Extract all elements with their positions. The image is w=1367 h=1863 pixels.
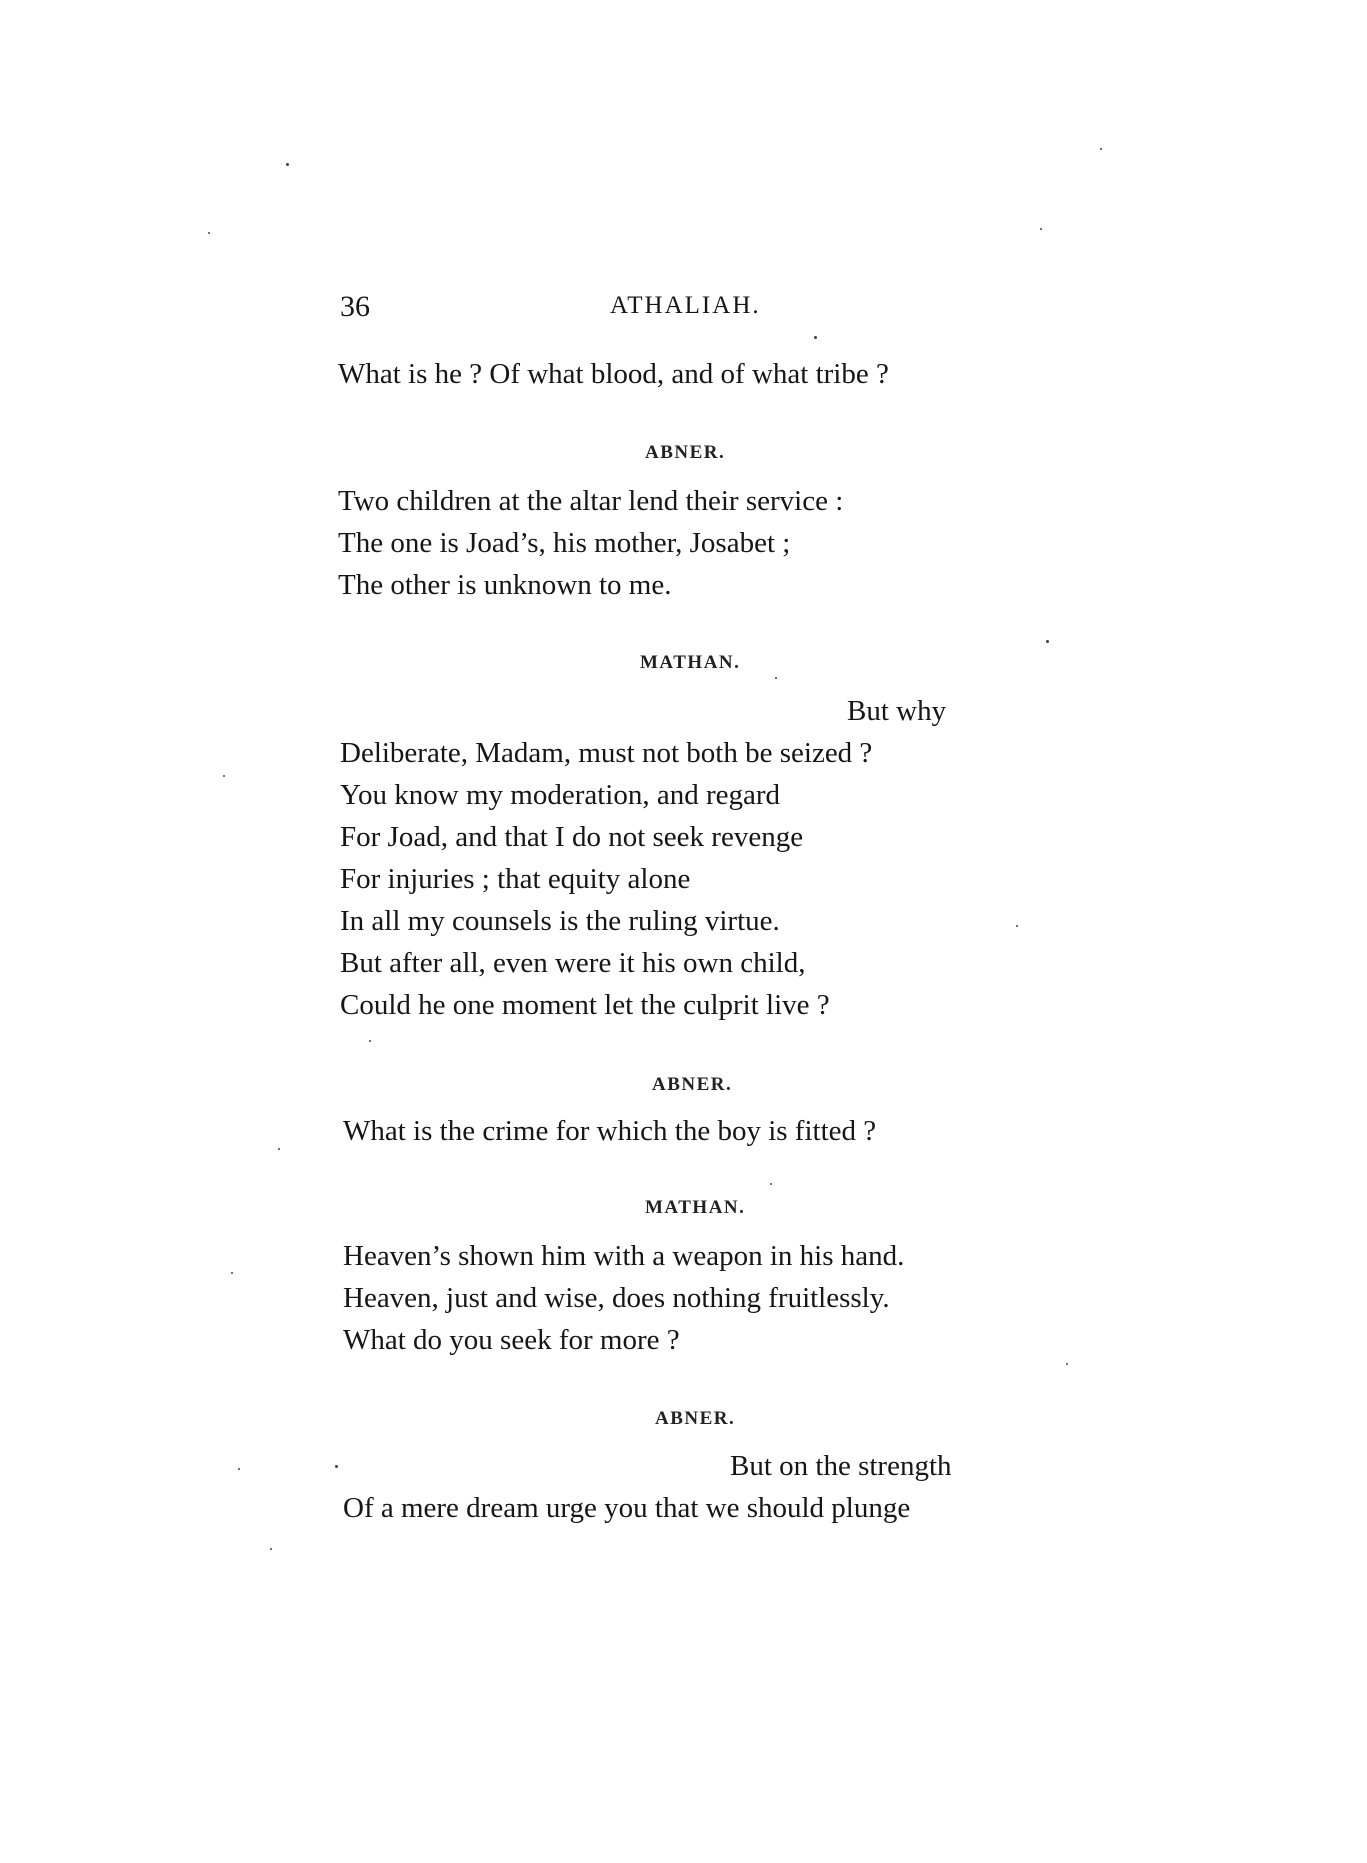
verse-line: Of a mere dream urge you that we should plunge bbox=[343, 1492, 911, 1524]
scan-speck bbox=[238, 1468, 240, 1470]
verse-line: But on the strength bbox=[730, 1450, 952, 1482]
scan-speck bbox=[814, 336, 817, 339]
verse-line: Heaven’s shown him with a weapon in his hand. bbox=[343, 1240, 905, 1272]
verse-line: But why bbox=[847, 695, 947, 727]
scan-speck bbox=[1066, 1363, 1068, 1365]
scan-speck bbox=[231, 1272, 233, 1274]
verse-line: You know my moderation, and regard bbox=[340, 779, 781, 811]
verse-line: The one is Joad’s, his mother, Josabet ; bbox=[338, 527, 791, 559]
running-title: ATHALIAH. bbox=[610, 292, 761, 319]
scan-speck bbox=[286, 163, 289, 166]
page-number: 36 bbox=[340, 290, 370, 323]
verse-line: Deliberate, Madam, must not both be seized ? bbox=[340, 737, 873, 769]
scan-speck bbox=[1016, 925, 1018, 927]
verse-line: For Joad, and that I do not seek revenge bbox=[340, 821, 804, 853]
scan-speck bbox=[369, 1040, 371, 1042]
speaker-name: MATHAN. bbox=[640, 652, 741, 673]
verse-line: Two children at the altar lend their service : bbox=[338, 485, 844, 517]
verse-line: The other is unknown to me. bbox=[338, 569, 672, 601]
verse-line: Heaven, just and wise, does nothing fruitlessly. bbox=[343, 1282, 890, 1314]
scan-speck bbox=[1046, 640, 1049, 643]
scan-speck bbox=[1040, 228, 1042, 230]
verse-line: For injuries ; that equity alone bbox=[340, 863, 691, 895]
page-header bbox=[340, 290, 960, 330]
speaker-name: MATHAN. bbox=[645, 1197, 746, 1218]
verse-line: What is the crime for which the boy is fitted ? bbox=[343, 1115, 877, 1147]
scan-speck bbox=[770, 1183, 772, 1185]
scan-speck bbox=[335, 1465, 338, 1468]
scan-speck bbox=[223, 775, 225, 777]
verse-line: But after all, even were it his own child, bbox=[340, 947, 806, 979]
verse-line: In all my counsels is the ruling virtue. bbox=[340, 905, 780, 937]
verse-line: What is he ? Of what blood, and of what tribe ? bbox=[338, 358, 889, 390]
scan-speck bbox=[278, 1148, 280, 1150]
speaker-name: ABNER. bbox=[645, 442, 726, 463]
speaker-name: ABNER. bbox=[655, 1408, 736, 1429]
scan-speck bbox=[270, 1548, 272, 1550]
verse-line: Could he one moment let the culprit live ? bbox=[340, 989, 830, 1021]
scan-speck bbox=[775, 677, 777, 679]
speaker-name: ABNER. bbox=[652, 1074, 733, 1095]
scan-speck bbox=[1100, 148, 1102, 150]
verse-line: What do you seek for more ? bbox=[343, 1324, 680, 1356]
scan-speck bbox=[208, 232, 210, 234]
